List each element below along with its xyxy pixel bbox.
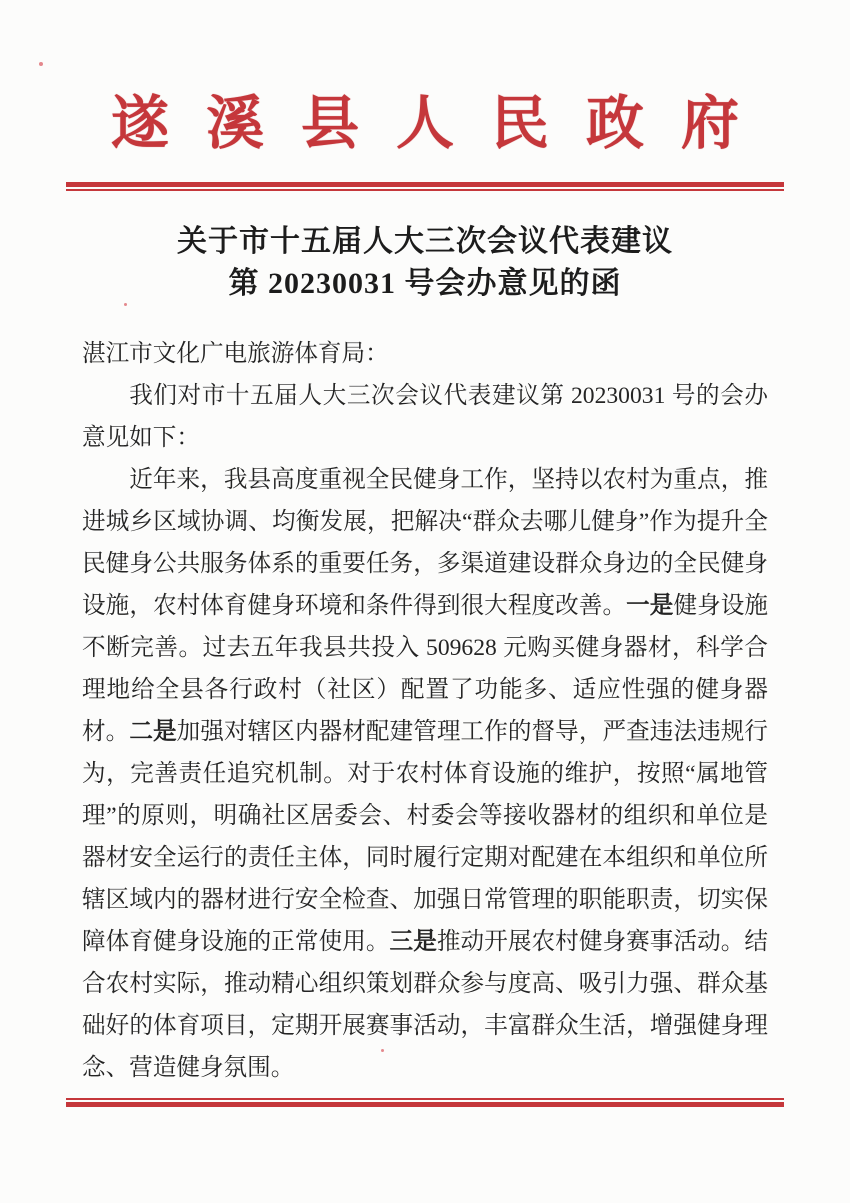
text-segment: 一是: [626, 593, 674, 619]
text-segment: 健身设施不断完善。过去五年我县共投入 509628 元购买健身器材，科学合理地给全县各行政村（社区）配置了功能多、适应性强的健身器材。: [82, 593, 769, 745]
scan-speck: [124, 303, 127, 306]
document-title: [0, 221, 850, 305]
document-body: [82, 333, 768, 1089]
text-segment: 三是: [389, 929, 437, 955]
scan-speck: [39, 62, 43, 66]
divider-thin-line: [66, 189, 784, 191]
paragraph-intro: 我们对市十五届人大三次会议代表建议第 20230031 号的会办意见如下：: [82, 383, 768, 451]
scan-speck: [381, 1049, 384, 1052]
text-segment: 推动开展农村健身赛事活动。结合农村实际，推动精心组织策划群众参与度高、吸引力强、群众基础好的体育项目，定期开展赛事活动，丰富群众生活，增强健身理念、营造健身氛围。: [82, 929, 769, 1081]
footer-divider: [66, 1098, 784, 1107]
divider-thick-line: [66, 1102, 784, 1107]
text-segment: 二是: [129, 719, 177, 745]
paragraph-main: [82, 459, 768, 1089]
letterhead-divider: [66, 182, 784, 191]
document-title-line1: 关于市十五届人大三次会议代表建议: [177, 225, 673, 258]
addressee-line: 湛江市文化广电旅游体育局：: [82, 341, 389, 367]
text-segment: 加强对辖区内器材配建管理工作的督导，严查违法违规行为，完善责任追究机制。对于农村体育设施的维护，按照“属地管理”的原则，明确社区居委会、村委会等接收器材的组织和单位是器材安全运行的责任主体，同时履行定期对配建在本组织和单位所辖区域内的器材进行安全检查、加强日常管理的职能职责，切实保障体育健身设施的正常使用。: [82, 719, 769, 955]
document-title-line2: 第 20230031 号会办意见的函: [228, 267, 622, 300]
letterhead-title: 遂溪县人民政府: [110, 91, 776, 156]
text-segment: 近年来，我县高度重视全民健身工作，坚持以农村为重点，推进城乡区域协调、均衡发展，把解决“群众去哪儿健身”作为提升全民健身公共服务体系的重要任务，多渠道建设群众身边的全民健身设施，农村体育健身环境和条件得到很大程度改善。: [82, 467, 768, 619]
